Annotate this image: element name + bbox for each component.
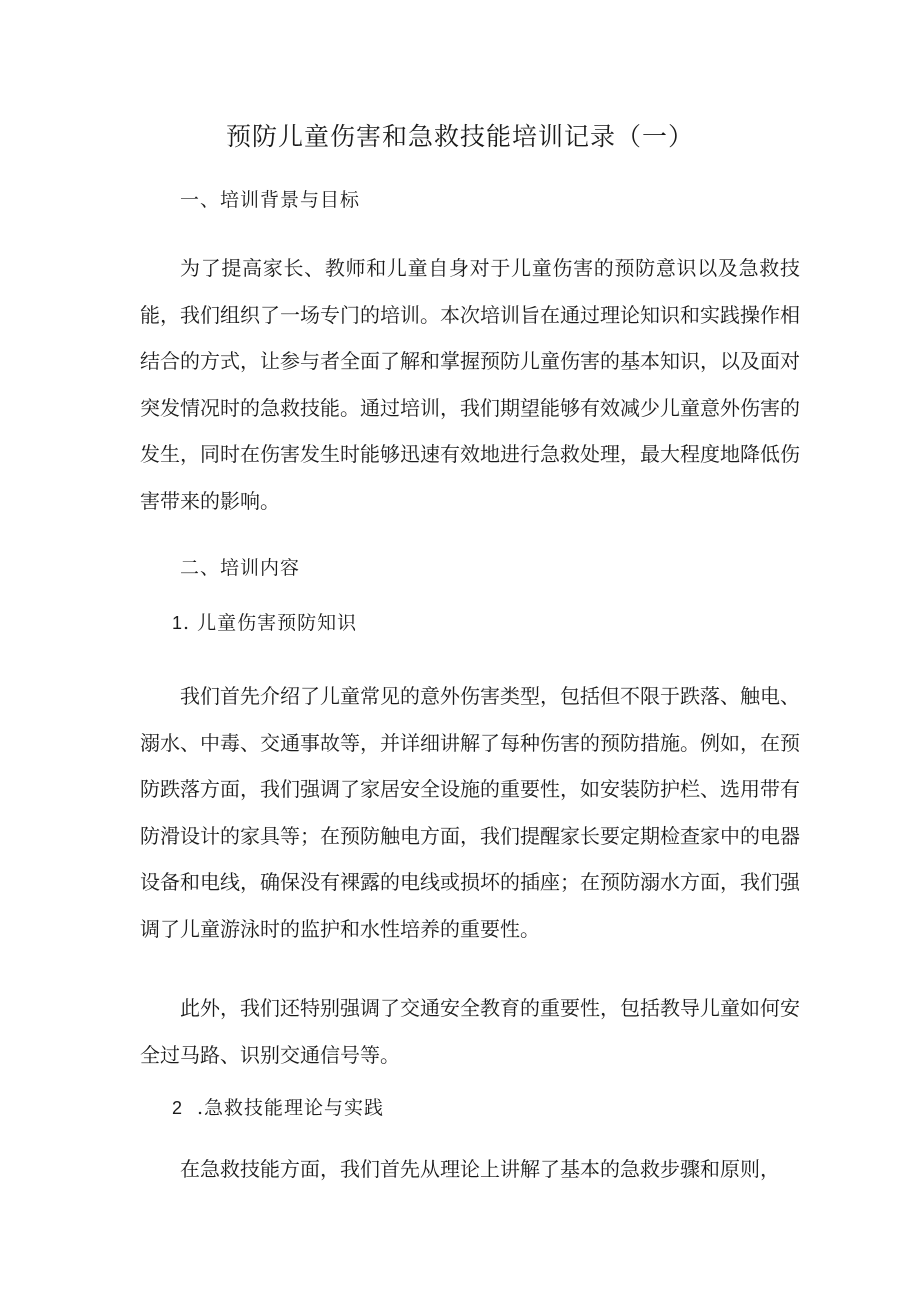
- subsection-1-number: 1: [172, 613, 184, 633]
- subsection-2-heading: [172, 1094, 384, 1122]
- section-2-heading: 二、培训内容: [180, 557, 301, 579]
- document-title: 预防儿童伤害和急救技能培训记录（一）: [225, 122, 694, 151]
- subsection-1-paragraph-2: 此外，我们还特别强调了交通安全教育的重要性，包括教导儿童如何安全过马路、识别交通信号等。: [140, 996, 800, 1067]
- subsection-2-paragraph-1: 在急救技能方面，我们首先从理论上讲解了基本的急救步骤和原则，: [180, 1157, 780, 1181]
- section-1-paragraph: 为了提高家长、教师和儿童自身对于儿童伤害的预防意识以及急救技能，我们组织了一场专门的培训。本次培训旨在通过理论知识和实践操作相结合的方式，让参与者全面了解和掌握预防儿童伤害的基本知识，以及面对突发情况时的急救技能。通过培训，我们期望能够有效减少儿童意外伤害的发生，同时在伤害发生时能够迅速有效地进行急救处理，最大程度地降低伤害带来的影响。: [140, 256, 800, 513]
- subsection-1-paragraph-1: 我们首先介绍了儿童常见的意外伤害类型，包括但不限于跌落、触电、溺水、中毒、交通事故等，并详细讲解了每种伤害的预防措施。例如，在预防跌落方面，我们强调了家居安全设施的重要性，如安装防护栏、选用带有防滑设计的家具等；在预防触电方面，我们提醒家长要定期检查家中的电器设备和电线，确保没有裸露的电线或损坏的插座；在预防溺水方面，我们强调了儿童游泳时的监护和水性培养的重要性。: [140, 684, 800, 941]
- subsection-2-title: .急救技能理论与实践: [197, 1097, 385, 1119]
- subsection-1-heading: [172, 609, 357, 637]
- subsection-1-title: . 儿童伤害预防知识: [183, 612, 358, 634]
- section-1-heading: 一、培训背景与目标: [180, 189, 361, 211]
- subsection-2-number: 2: [172, 1098, 184, 1118]
